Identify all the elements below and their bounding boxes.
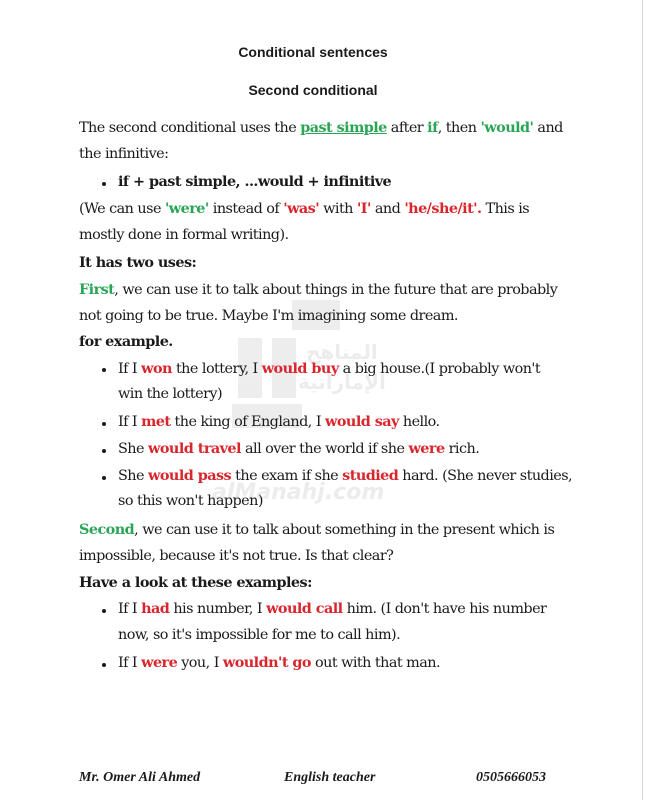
- bullet-dot: [102, 663, 106, 667]
- example-item-cont: so this won't happen): [118, 493, 263, 509]
- past-simple-term: past simple: [300, 119, 387, 136]
- examples-heading: Have a look at these examples:: [79, 574, 312, 591]
- second-use-line-1: Second, we can use it to talk about something in the present which is: [79, 521, 555, 538]
- page-title: Conditional sentences: [238, 44, 388, 60]
- if-term: if: [427, 119, 438, 136]
- footer-phone: 0505666053: [476, 770, 546, 785]
- first-use-line-2: not going to be true. Maybe I'm imagining some dream.: [79, 308, 458, 324]
- example-item: If I were you, I wouldn't go out with that man.: [118, 654, 441, 671]
- bullet-dot: [102, 449, 106, 453]
- watermark-arabic-2: الإماراتية: [298, 370, 386, 394]
- example-item: If I met the king of England, I would say hello.: [118, 413, 440, 430]
- bullet-dot: [102, 476, 106, 480]
- watermark-arabic-1: المناهج: [306, 340, 378, 364]
- first-use-line-1: First, we can use it to talk about things in the future that are probably: [79, 281, 558, 298]
- intro-line-1: The second conditional uses the past simple after if, then 'would' and: [79, 119, 563, 136]
- uses-heading: It has two uses:: [79, 254, 197, 271]
- footer-author: Mr. Omer Ali Ahmed: [79, 770, 201, 785]
- example-item: She would travel all over the world if she were rich.: [118, 440, 480, 457]
- intro-line-2: the infinitive:: [79, 146, 169, 162]
- bullet-dot: [102, 182, 106, 186]
- formula: if + past simple, ...would + infinitive: [118, 173, 392, 190]
- for-example-label: for example.: [79, 333, 173, 350]
- note-line-1: (We can use 'were' instead of 'was' with 'I' and 'he/she/it'. This is: [79, 200, 530, 217]
- page-subtitle: Second conditional: [248, 82, 378, 98]
- example-item: If I had his number, I would call him. (I don't have his number: [118, 600, 547, 617]
- second-use-line-2: impossible, because it's not true. Is that clear?: [79, 548, 394, 564]
- would-term: 'would': [480, 119, 534, 136]
- footer-role: English teacher: [284, 770, 376, 785]
- example-item: She would pass the exam if she studied hard. (She never studies,: [118, 467, 573, 484]
- watermark-latin: alManahj.com: [212, 480, 385, 505]
- note-line-2: mostly done in formal writing).: [79, 227, 289, 243]
- example-item: If I won the lottery, I would buy a big house.(I probably won't: [118, 360, 541, 377]
- example-item-cont: now, so it's impossible for me to call him).: [118, 627, 401, 643]
- bullet-dot: [102, 368, 106, 372]
- example-item-cont: win the lottery): [118, 386, 223, 402]
- bullet-dot: [102, 422, 106, 426]
- page-edge: [642, 0, 643, 800]
- bullet-dot: [102, 609, 106, 613]
